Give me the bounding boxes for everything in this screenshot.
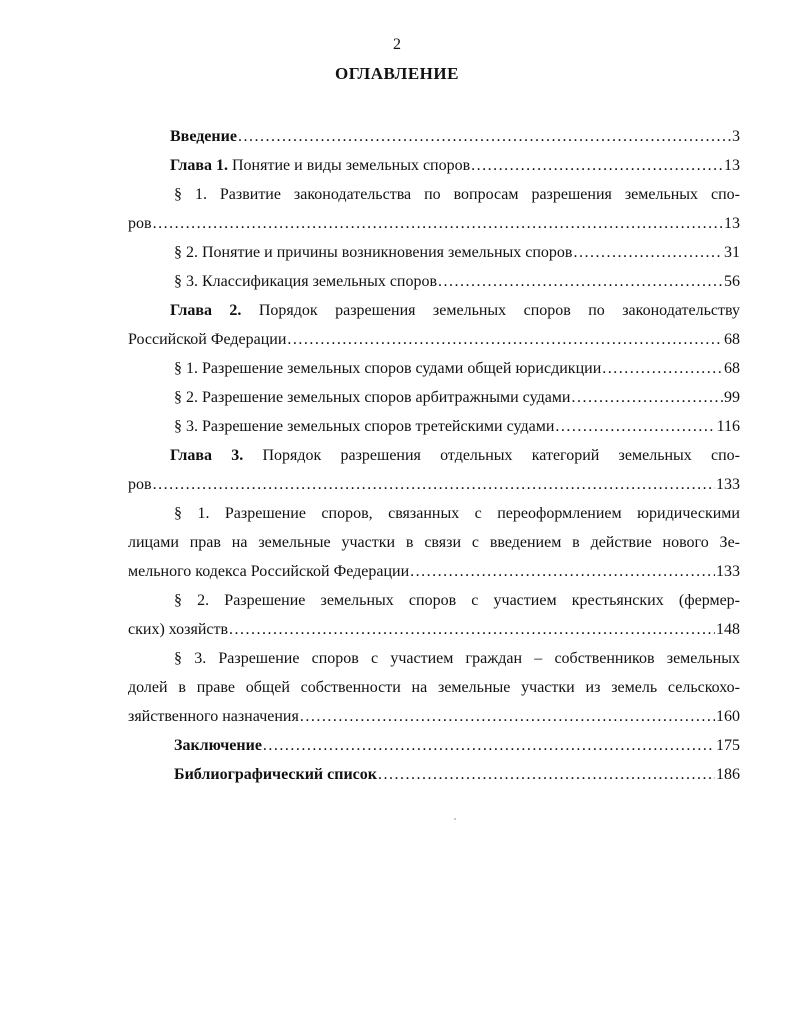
toc-entry-page: 186 bbox=[716, 766, 740, 783]
toc-entry-page: 99 bbox=[724, 389, 740, 406]
scan-speck bbox=[454, 818, 456, 820]
toc-entry-page: 133 bbox=[716, 563, 740, 580]
toc-entry-label: § 2. Понятие и причины возникновения земельных споров bbox=[174, 244, 573, 261]
dot-leader bbox=[471, 151, 723, 180]
toc-entry-page: 160 bbox=[716, 708, 740, 725]
chapter-number: Глава 3. bbox=[170, 447, 244, 464]
toc-entry-label-line-1: Порядок разрешения отдельных категорий земельных спо- bbox=[262, 447, 741, 464]
toc-entry-page: 148 bbox=[716, 621, 740, 638]
toc-entry-page: 13 bbox=[724, 157, 740, 174]
toc-entry-label: Введение bbox=[170, 128, 237, 145]
toc-entry-label-line-2: ров bbox=[128, 476, 152, 493]
page-number: 2 bbox=[393, 36, 401, 53]
toc-entry-label-line-1: § 2. Разрешение земельных споров с участием крестьянских (фермер- bbox=[174, 592, 740, 609]
toc-entry-label-line-1: Порядок разрешения земельных споров по законодательству bbox=[258, 302, 741, 319]
chapter-number: Глава 2. bbox=[170, 302, 242, 319]
toc-entry-label-line-2: лицами прав на земельные участки в связи с введением в действие нового Зе- bbox=[128, 534, 740, 551]
toc-entry-label: Библиографический список bbox=[174, 766, 377, 783]
toc-entry-label-line-1: § 1. Разрешение споров, связанных с переоформлением юридическими bbox=[174, 505, 740, 522]
dot-leader bbox=[410, 557, 715, 586]
toc-entry-page: 68 bbox=[724, 331, 740, 348]
dot-leader bbox=[300, 702, 715, 731]
toc-entry-label-line-2: ских) хозяйств bbox=[128, 621, 229, 638]
toc-entry-label-line-2: Российской Федерации bbox=[128, 331, 287, 348]
toc-entry-chapter-3[interactable] bbox=[128, 441, 740, 499]
dot-leader bbox=[378, 760, 715, 789]
toc-entry-page: 68 bbox=[724, 360, 740, 377]
dot-leader bbox=[153, 209, 723, 238]
dot-leader bbox=[287, 325, 723, 354]
toc-entry-label-line-2: долей в праве общей собственности на земельные участки из земель сельскохо- bbox=[128, 679, 740, 696]
toc-entry-label: Заключение bbox=[174, 737, 262, 754]
toc-entry-label-line-1: § 3. Разрешение споров с участием граждан – собственников земельных bbox=[174, 650, 740, 667]
toc-entry-page: 133 bbox=[716, 476, 740, 493]
toc-entry-conclusion[interactable] bbox=[128, 731, 740, 760]
dot-leader bbox=[572, 383, 724, 412]
dot-leader bbox=[555, 412, 715, 441]
toc-entry-page: 116 bbox=[716, 418, 740, 435]
toc-entry-bibliography[interactable] bbox=[128, 760, 740, 789]
toc-entry-label-line-3: зяйственного назначения bbox=[128, 708, 299, 725]
dot-leader bbox=[573, 238, 723, 267]
dot-leader bbox=[602, 354, 723, 383]
toc-entry-chapter-2-section-2[interactable] bbox=[128, 383, 740, 412]
toc-entry-label: Понятие и виды земельных споров bbox=[232, 157, 471, 174]
toc-entry-chapter-2[interactable] bbox=[128, 296, 740, 354]
toc-entry-label-line-1: § 1. Развитие законодательства по вопросам разрешения земельных спо- bbox=[174, 186, 740, 203]
toc-entry-chapter-3-section-3[interactable] bbox=[128, 644, 740, 731]
chapter-number: Глава 1. bbox=[170, 157, 228, 174]
toc-entry-chapter-3-section-1[interactable] bbox=[128, 499, 740, 586]
toc-entry-label: § 2. Разрешение земельных споров арбитражными судами bbox=[174, 389, 571, 406]
toc-entry-label: § 3. Классификация земельных споров bbox=[174, 273, 438, 290]
page-title: ОГЛАВЛЕНИЕ bbox=[335, 64, 459, 83]
toc-entry-chapter-2-section-1[interactable] bbox=[128, 354, 740, 383]
dot-leader bbox=[438, 267, 723, 296]
toc-entry-label: § 1. Разрешение земельных споров судами общей юрисдикции bbox=[174, 360, 602, 377]
toc-entry-label: § 3. Разрешение земельных споров третейскими судами bbox=[174, 418, 555, 435]
dot-leader bbox=[229, 615, 715, 644]
toc-entry-chapter-2-section-3[interactable] bbox=[128, 412, 740, 441]
toc-entry-page: 3 bbox=[732, 128, 740, 145]
toc-entry-chapter-1[interactable] bbox=[128, 151, 740, 180]
table-of-contents bbox=[128, 122, 740, 789]
dot-leader bbox=[238, 122, 731, 151]
toc-entry-chapter-1-section-1[interactable] bbox=[128, 180, 740, 238]
toc-entry-introduction[interactable] bbox=[128, 122, 740, 151]
toc-entry-label-line-3: мельного кодекса Российской Федерации bbox=[128, 563, 410, 580]
toc-entry-page: 13 bbox=[724, 215, 740, 232]
toc-entry-chapter-3-section-2[interactable] bbox=[128, 586, 740, 644]
toc-entry-label-line-2: ров bbox=[128, 215, 152, 232]
toc-entry-page: 56 bbox=[724, 273, 740, 290]
toc-entry-chapter-1-section-2[interactable] bbox=[128, 238, 740, 267]
toc-entry-page: 31 bbox=[724, 244, 740, 261]
dot-leader bbox=[263, 731, 715, 760]
toc-entry-chapter-1-section-3[interactable] bbox=[128, 267, 740, 296]
dot-leader bbox=[153, 470, 715, 499]
toc-entry-page: 175 bbox=[716, 737, 740, 754]
